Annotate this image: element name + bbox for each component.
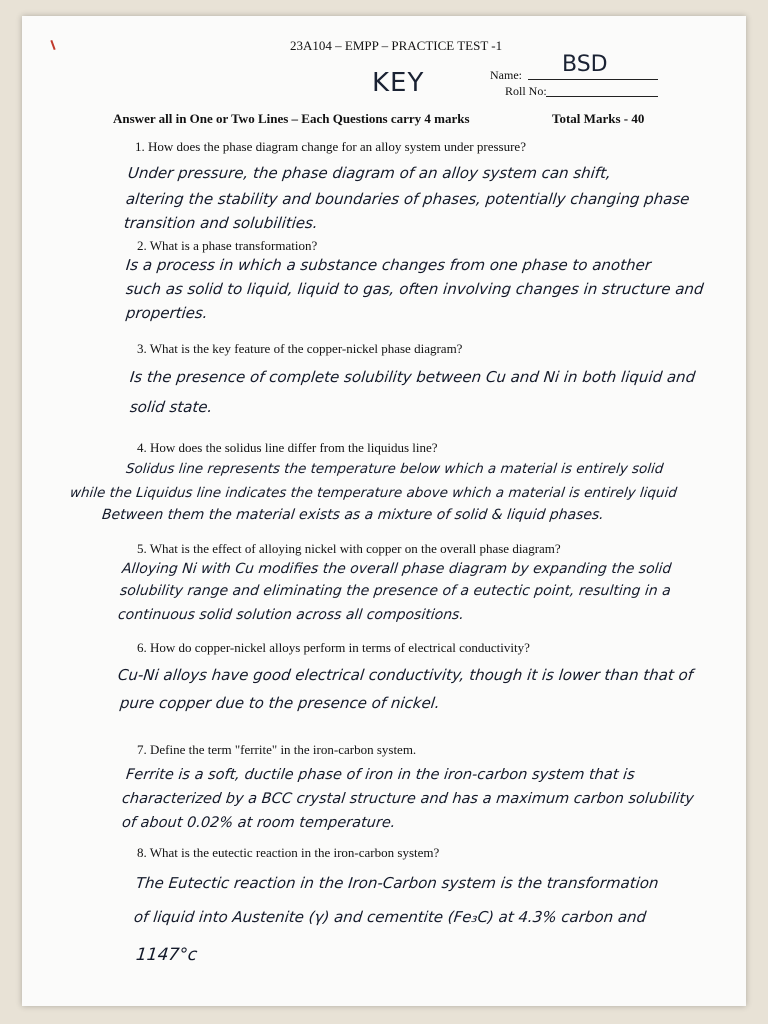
answer-8-line-3: 1147°c (134, 945, 199, 965)
answer-8-line-1: The Eutectic reaction in the Iron-Carbon system is the transformation (135, 874, 660, 892)
question-2: 2. What is a phase transformation? (137, 238, 318, 253)
question-1: 1. How does the phase diagram change for an alloy system under pressure? (135, 139, 526, 154)
question-6: 6. How do copper-nickel alloys perform in terms of electrical conductivity? (137, 640, 530, 655)
answer-3-line-2: solid state. (129, 398, 214, 416)
roll-label: Roll No: (505, 84, 547, 98)
answer-7-line-2: characterized by a BCC crystal structure and has a maximum carbon solubility (121, 791, 695, 807)
answer-4-line-2: while the Liquidus line indicates the temperature above which a material is entirely liquid (69, 485, 678, 501)
name-value: BSD (562, 52, 608, 77)
answer-2-line-1: Is a process in which a substance changes from one phase to another (125, 256, 652, 274)
roll-line (546, 96, 658, 97)
answer-4-line-1: Solidus line represents the temperature below which a material is entirely solid (125, 461, 665, 477)
name-label: Name: (490, 68, 522, 82)
answer-2-line-3: properties. (125, 304, 209, 322)
answer-6-line-1: Cu-Ni alloys have good electrical conductivity, though it is lower than that of (117, 666, 695, 684)
answer-8-line-2: of liquid into Austenite (γ) and cementite (Fe₃C) at 4.3% carbon and (133, 908, 648, 926)
answer-4-line-3: Between them the material exists as a mixture of solid & liquid phases. (101, 507, 605, 523)
key-heading: KEY (372, 68, 425, 98)
question-7: 7. Define the term "ferrite" in the iron-carbon system. (137, 742, 417, 757)
question-4: 4. How does the solidus line differ from the liquidus line? (137, 440, 438, 455)
course-header: 23A104 – EMPP – PRACTICE TEST -1 (290, 38, 503, 53)
instructions: Answer all in One or Two Lines – Each Questions carry 4 marks (113, 111, 470, 126)
answer-2-line-2: such as solid to liquid, liquid to gas, often involving changes in structure and (125, 280, 705, 298)
answer-1-line-2: altering the stability and boundaries of phases, potentially changing phase (125, 190, 691, 208)
answer-1-line-3: transition and solubilities. (123, 214, 319, 232)
total-marks: Total Marks - 40 (552, 111, 645, 126)
question-8: 8. What is the eutectic reaction in the iron-carbon system? (137, 845, 440, 860)
answer-7-line-1: Ferrite is a soft, ductile phase of iron in the iron-carbon system that is (125, 767, 636, 783)
answer-7-line-3: of about 0.02% at room temperature. (121, 815, 397, 831)
question-5: 5. What is the effect of alloying nickel with copper on the overall phase diagram? (137, 541, 561, 556)
answer-5-line-3: continuous solid solution across all compositions. (117, 607, 465, 623)
answer-1-line-1: Under pressure, the phase diagram of an alloy system can shift, (127, 164, 612, 182)
answer-3-line-1: Is the presence of complete solubility between Cu and Ni in both liquid and (129, 368, 697, 386)
answer-5-line-2: solubility range and eliminating the presence of a eutectic point, resulting in a (119, 583, 672, 599)
answer-6-line-2: pure copper due to the presence of nickel. (119, 694, 441, 712)
name-line (528, 79, 658, 80)
question-3: 3. What is the key feature of the copper-nickel phase diagram? (137, 341, 463, 356)
answer-5-line-1: Alloying Ni with Cu modifies the overall phase diagram by expanding the solid (121, 561, 673, 577)
